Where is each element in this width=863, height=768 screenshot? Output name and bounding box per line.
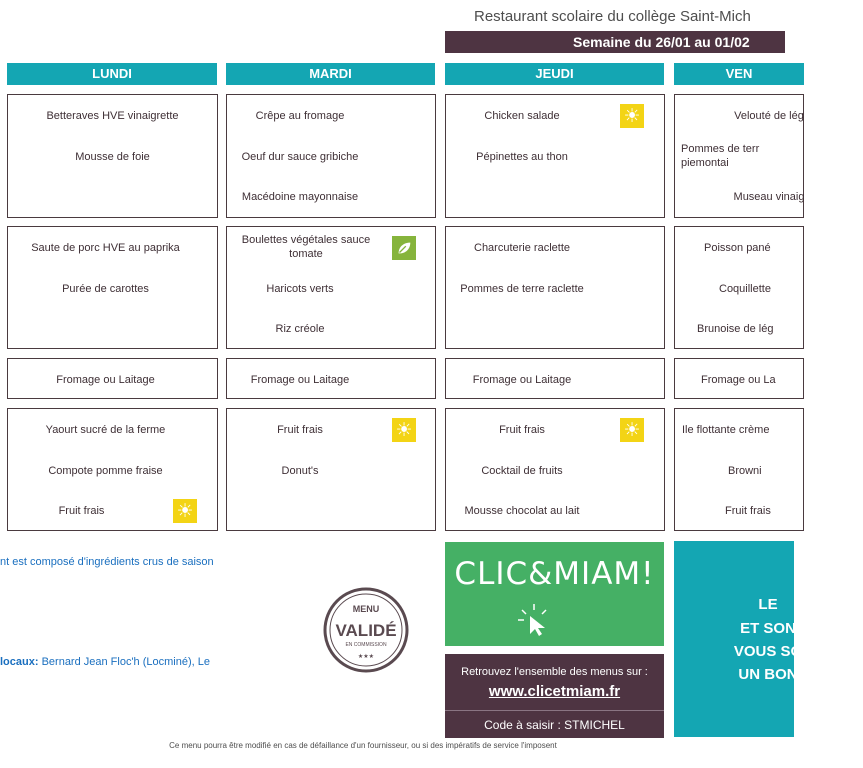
menu-item: Donut's [281,465,319,477]
info-line: LE [758,596,778,613]
menu-item: Charcuterie raclette [474,242,570,254]
day-header-mardi: MARDI [226,63,435,85]
sun-icon: ☀ [620,104,644,128]
sun-icon: ☀ [392,418,416,442]
menu-item: Coquillette [719,283,771,295]
info-line: VOUS SO [733,643,803,660]
menu-item: Velouté de lég [734,110,804,122]
menu-item: Brunoise de lég [697,323,774,335]
menu-item: Cocktail de fruits [481,465,563,477]
menu-item: Macédoine mayonnaise [241,191,359,203]
cursor-click-icon [514,602,554,638]
menu-item: Poisson pané [704,242,771,254]
menu-item: Mousse chocolat au lait [464,505,580,517]
restaurant-title: Restaurant scolaire du collège Saint-Mich [474,8,751,25]
menu-item: Compote pomme fraise [48,465,163,477]
menu-item: Browni [728,465,762,477]
mains-box-vendredi [674,226,804,349]
desserts-box-vendredi [674,408,804,531]
cheese-box-vendredi [674,358,804,399]
promo-text: Retrouvez l'ensemble des menus sur : [461,666,648,678]
season-note: nt est composé d'ingrédients crus de saison [0,556,214,568]
local-text: Bernard Jean Floc'h (Locminé), Le [41,656,210,668]
clicmiam-promo-box [445,654,664,738]
menu-item: Mousse de foie [75,151,150,163]
day-header-vendredi: VEN [674,63,804,85]
info-line: UN BON [738,666,798,683]
day-header-lundi: LUNDI [7,63,217,85]
stamp-sub-text: EN COMMISSION [345,642,387,648]
info-line: ET SON [740,620,796,637]
sun-icon: ☀ [173,499,197,523]
menu-item: Riz créole [275,323,325,335]
local-producers-note [0,656,210,668]
menu-item: Fromage ou Laitage [56,374,155,386]
menu-item: Ile flottante crème [682,424,770,436]
footer-disclaimer: Ce menu pourra être modifié en cas de défaillance d'un fournisseur, ou si des impératifs de service l'imposent [169,741,557,750]
cheese-box-jeudi [445,358,665,399]
menu-item: Museau vinaig [733,191,805,203]
access-code: Code à saisir : STMICHEL [484,718,625,732]
clicmiam-logo: CLIC&MIAM! [454,556,655,592]
menu-item: Chicken salade [484,110,560,122]
menu-item: Boulettes végétales sauce tomate [241,234,371,260]
day-header-jeudi: JEUDI [445,63,664,85]
menu-item: Fromage ou Laitage [472,374,572,386]
clicmiam-link[interactable]: www.clicetmiam.fr [488,683,621,700]
menu-item: Fruit frais [277,424,323,436]
menu-item: Haricots verts [266,283,334,295]
mains-box-jeudi [445,226,665,349]
desserts-box-jeudi [445,408,665,531]
menu-item: Fruit frais [499,424,545,436]
menu-item: Yaourt sucré de la ferme [45,424,166,436]
menu-item: Fromage ou La [701,374,776,386]
menu-item: Crêpe au fromage [255,110,345,122]
menu-item: Fruit frais [58,505,105,517]
promo-divider [445,710,664,711]
menu-valide-stamp [322,586,410,674]
menu-item: Oeuf dur sauce gribiche [241,151,359,163]
clicmiam-logo-box [445,542,664,646]
menu-item: Purée de carottes [62,283,149,295]
starters-box-jeudi [445,94,665,218]
menu-item: Pépinettes au thon [476,151,568,163]
menu-item: Fruit frais [725,505,771,517]
menu-item: Pommes de terre raclette [460,283,584,295]
stamp-top-text: MENU [352,604,380,614]
stamp-main-text: VALIDÉ [335,621,397,640]
sun-icon: ☀ [620,418,644,442]
menu-item: Saute de porc HVE au paprika [31,242,180,254]
menu-item: Betteraves HVE vinaigrette [46,110,179,122]
info-box [674,541,803,737]
stamp-stars: ★★★ [357,653,375,660]
menu-item: Pommes de terr piemontai [681,143,760,169]
starters-box-vendredi [674,94,804,218]
week-banner: Semaine du 26/01 au 01/02 [445,31,785,53]
menu-item: Fromage ou Laitage [250,374,350,386]
local-label: locaux: [0,656,39,668]
